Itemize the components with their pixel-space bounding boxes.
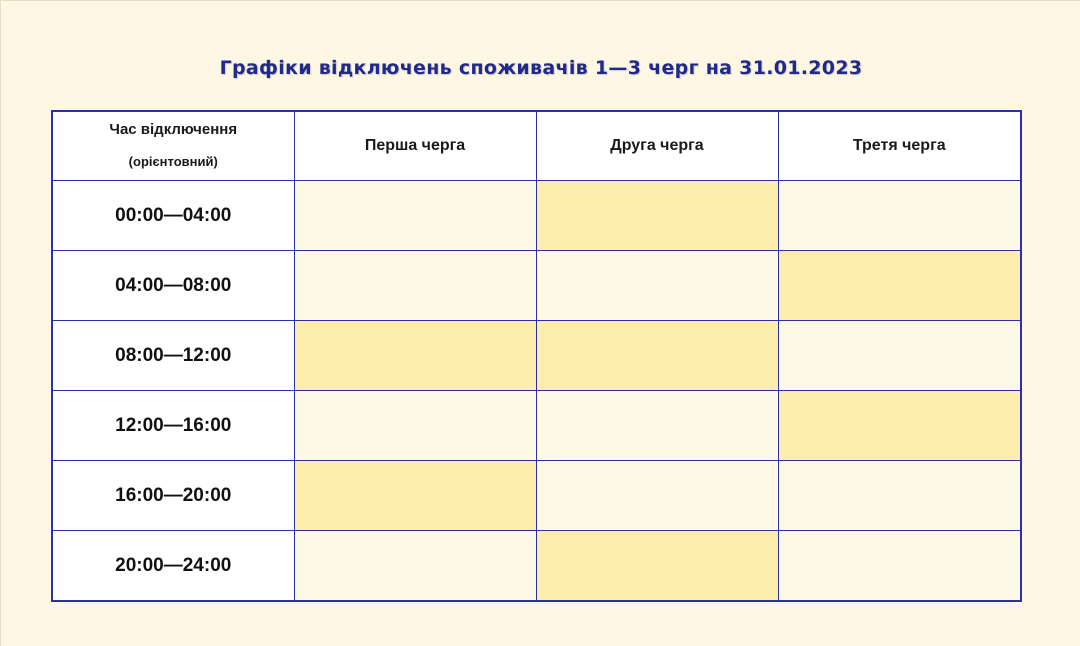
queue-3-cell [778,251,1021,321]
time-slot: 12:00—16:00 [52,391,294,461]
queue-1-cell [294,181,536,251]
queue-1-cell [294,391,536,461]
queue-1-cell [294,321,536,391]
time-slot: 20:00—24:00 [52,531,294,602]
queue-3-cell [778,321,1021,391]
queue-1-cell [294,251,536,321]
page-title: Графіки відключень споживачів 1—3 черг на 31.01.2023 [219,57,863,79]
time-slot: 08:00—12:00 [52,321,294,391]
queue-2-header: Друга черга [536,111,778,181]
queue-2-cell [536,321,778,391]
queue-2-cell [536,181,778,251]
queue-2-cell [536,531,778,602]
table-row [52,461,1021,531]
queue-2-cell [536,461,778,531]
table-row [52,321,1021,391]
table-body [52,181,1021,602]
outage-schedule-table [51,110,1022,602]
queue-1-cell [294,531,536,602]
table-header-row [52,111,1021,181]
time-header-sublabel: (орієнтовний) [128,154,218,169]
time-slot: 04:00—08:00 [52,251,294,321]
table-row [52,531,1021,602]
queue-1-cell [294,461,536,531]
queue-3-cell [778,181,1021,251]
queue-3-cell [778,391,1021,461]
table-row [52,181,1021,251]
table-row [52,391,1021,461]
queue-3-cell [778,461,1021,531]
queue-2-cell [536,391,778,461]
table-row [52,251,1021,321]
queue-1-header: Перша черга [294,111,536,181]
queue-2-cell [536,251,778,321]
time-slot: 16:00—20:00 [52,461,294,531]
time-column-header [52,111,294,181]
queue-3-header: Третя черга [778,111,1021,181]
time-header-label: Час відключення [109,121,238,138]
queue-3-cell [778,531,1021,602]
time-slot: 00:00—04:00 [52,181,294,251]
